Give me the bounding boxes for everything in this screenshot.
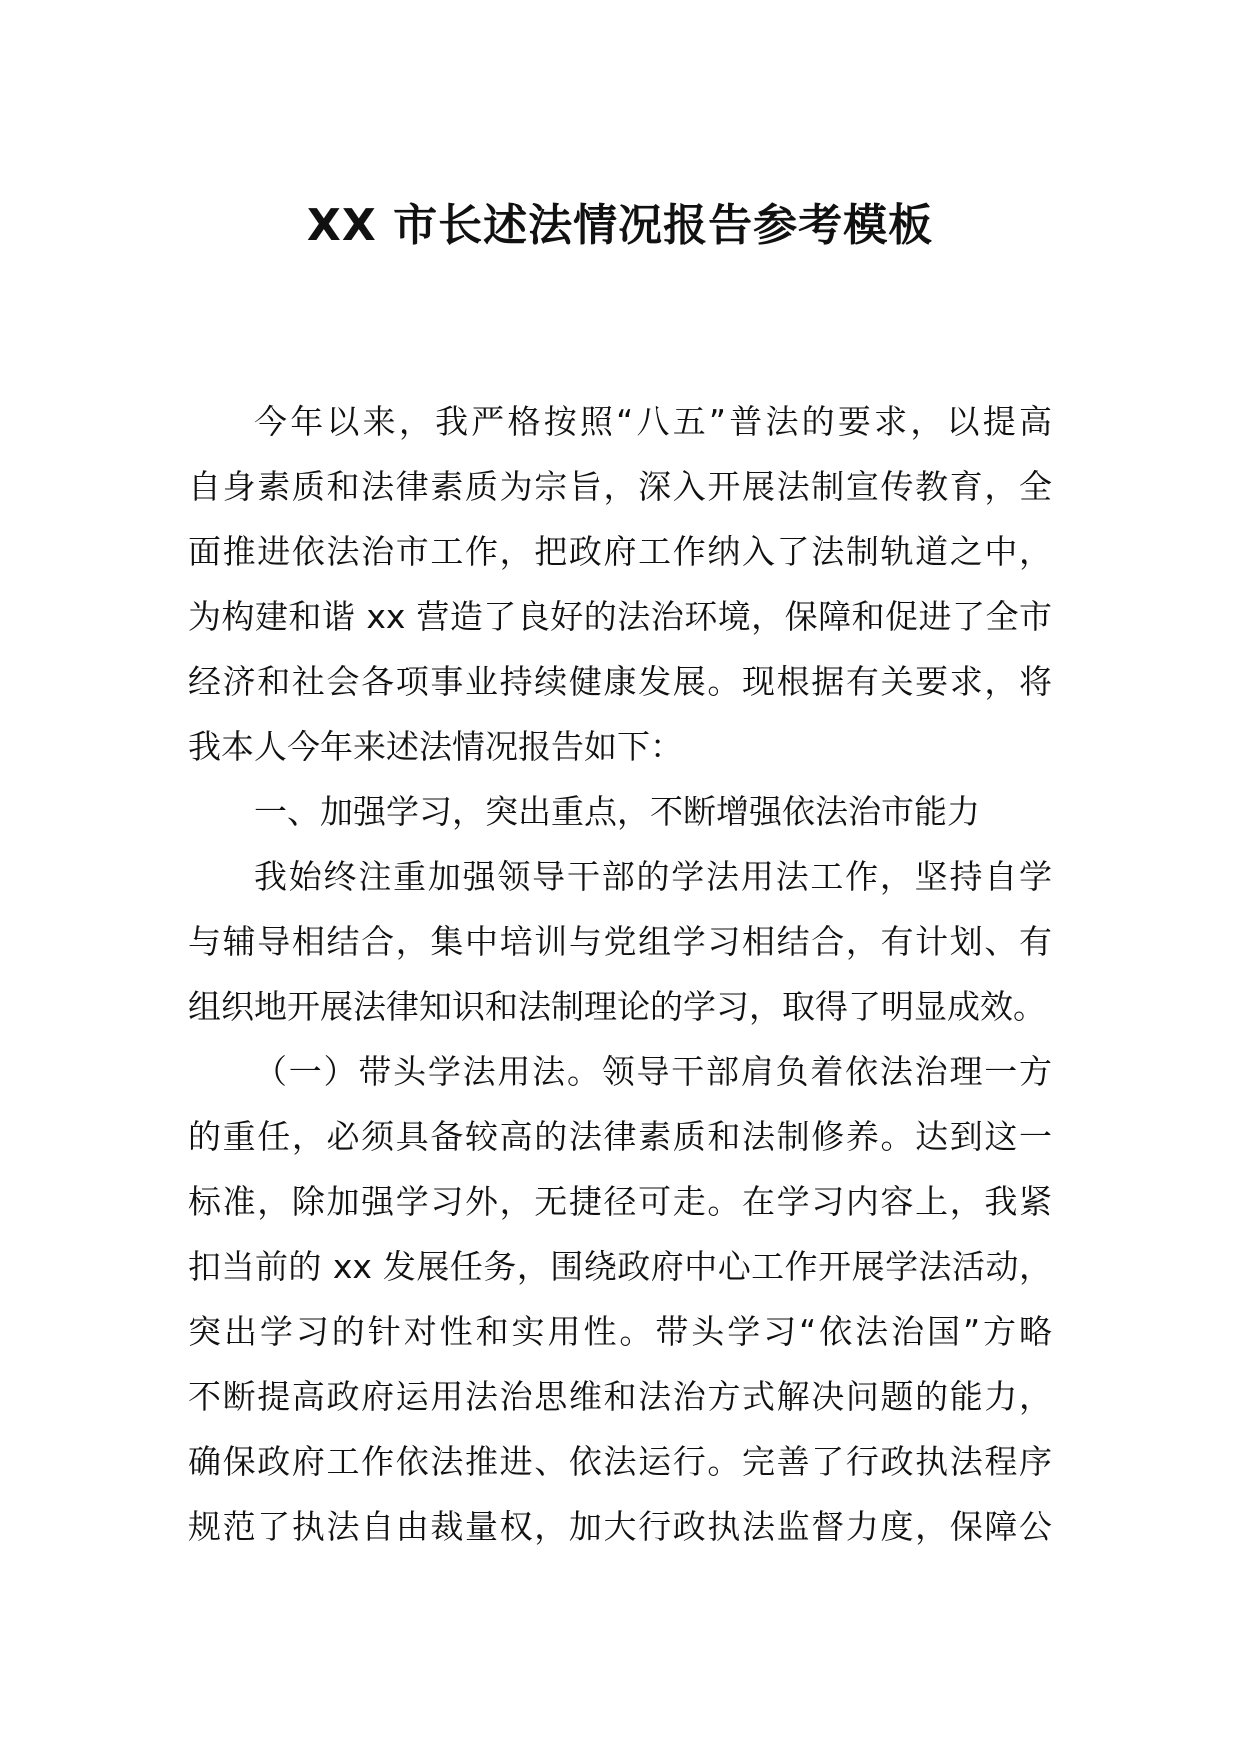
paragraph-intro-line-1: 今年以来，我严格按照“八五”普法的要求，以提高: [254, 402, 1052, 441]
document-title: XX 市长述法情况报告参考模板: [306, 200, 934, 251]
paragraph-lead-line-5: 突出学习的针对性和实用性。带头学习“依法治国”方略: [188, 1312, 1052, 1351]
document-body: [188, 389, 1052, 1559]
paragraph-intro-line-2: 自身素质和法律素质为宗旨，深入开展法制宣传教育，全: [188, 467, 1052, 506]
section-heading-1: 一、加强学习，突出重点，不断增强依法治市能力: [254, 792, 980, 831]
paragraph-lead-line-1: （一）带头学法用法。领导干部肩负着依法治理一方: [254, 1052, 1052, 1091]
paragraph-lead-line-3: 标准，除加强学习外，无捷径可走。在学习内容上，我紧: [188, 1182, 1052, 1221]
paragraph-lead-line-7: 确保政府工作依法推进、依法运行。完善了行政执法程序: [188, 1442, 1052, 1481]
paragraph-intro-line-6: 我本人今年来述法情况报告如下：: [188, 727, 683, 766]
paragraph-study-line-3: 组织地开展法律知识和法制理论的学习，取得了明显成效。: [188, 987, 1046, 1026]
paragraph-intro-line-4: 为构建和谐 xx 营造了良好的法治环境，保障和促进了全市: [188, 597, 1052, 636]
paragraph-intro-line-5: 经济和社会各项事业持续健康发展。现根据有关要求，将: [188, 662, 1052, 701]
paragraph-study-line-2: 与辅导相结合，集中培训与党组学习相结合，有计划、有: [188, 922, 1052, 961]
paragraph-lead-line-6: 不断提高政府运用法治思维和法治方式解决问题的能力，: [188, 1377, 1052, 1416]
paragraph-lead-line-2: 的重任，必须具备较高的法律素质和法制修养。达到这一: [188, 1117, 1052, 1156]
paragraph-intro-line-3: 面推进依法治市工作，把政府工作纳入了法制轨道之中，: [188, 532, 1052, 571]
paragraph-lead-line-8: 规范了执法自由裁量权，加大行政执法监督力度，保障公: [188, 1507, 1052, 1546]
paragraph-study-line-1: 我始终注重加强领导干部的学法用法工作，坚持自学: [254, 857, 1052, 896]
paragraph-lead-line-4: 扣当前的 xx 发展任务，围绕政府中心工作开展学法活动，: [188, 1247, 1052, 1286]
